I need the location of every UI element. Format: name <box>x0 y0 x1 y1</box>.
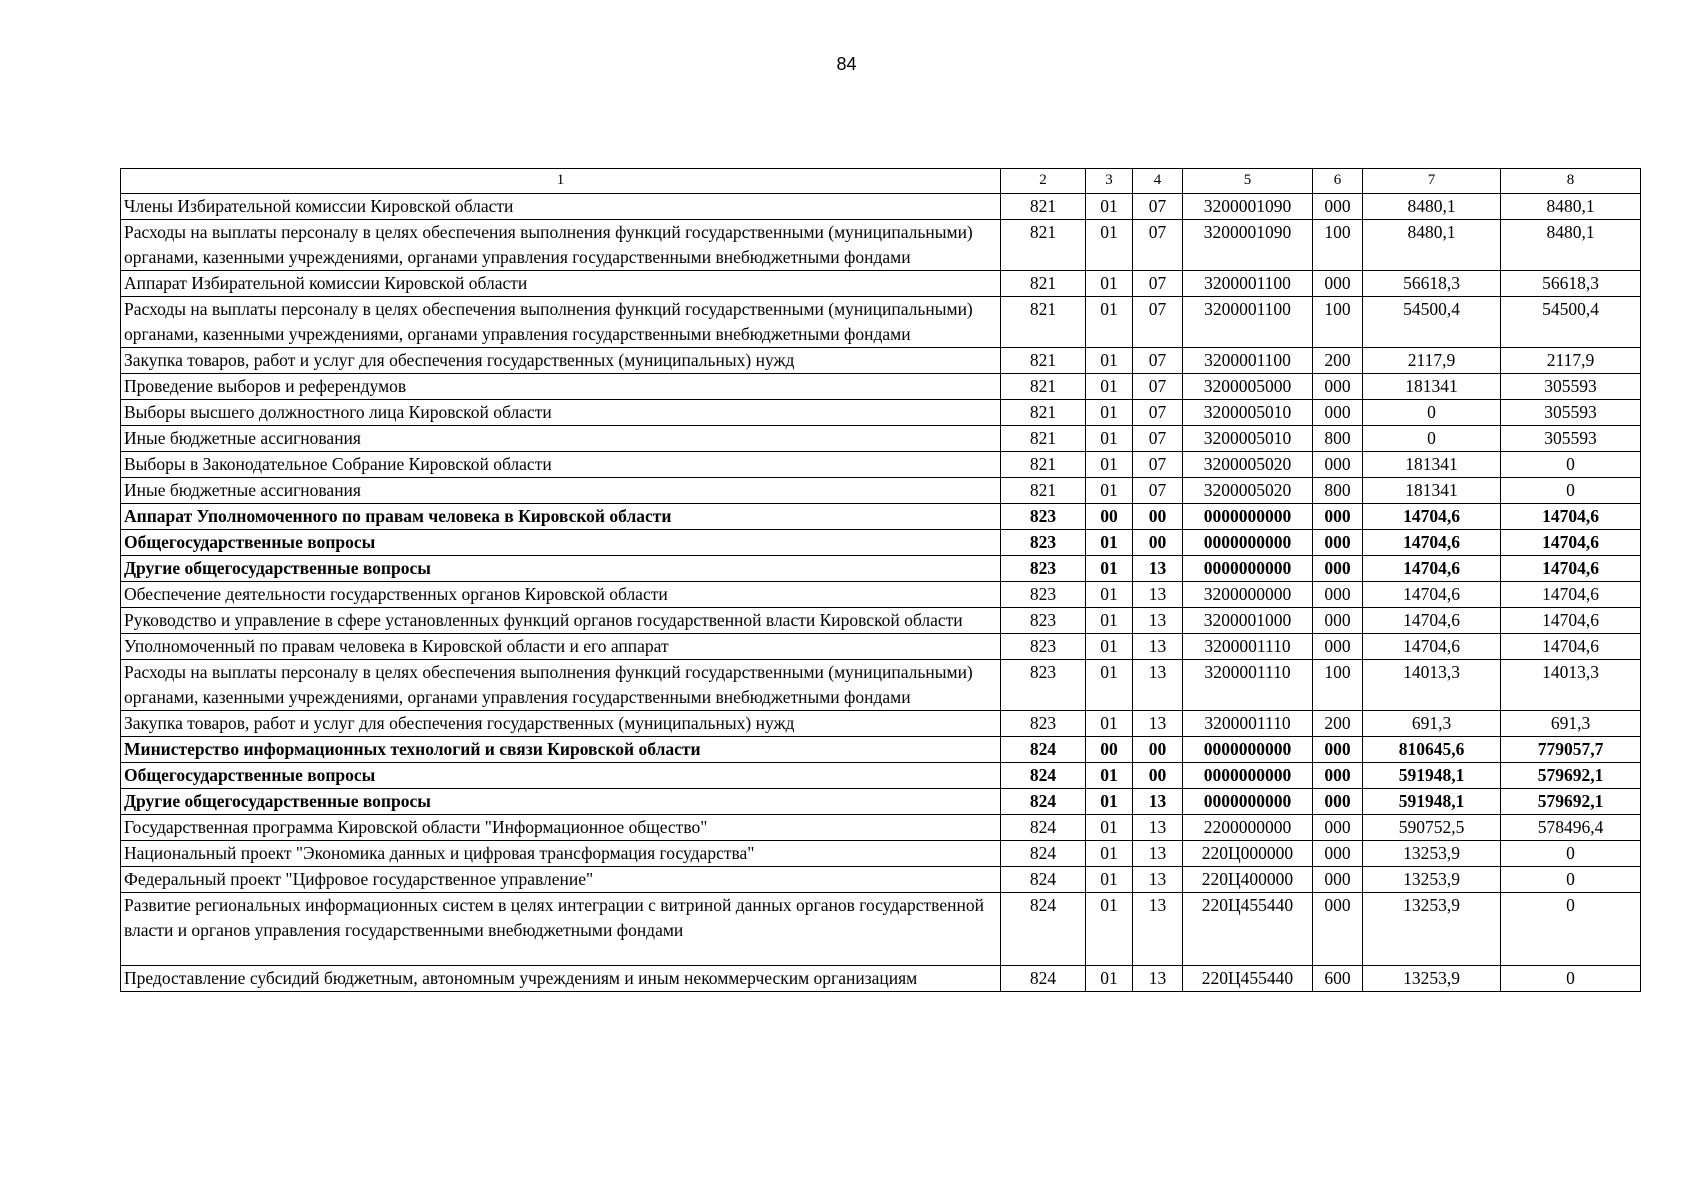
target-article-cell: 0000000000 <box>1183 556 1313 582</box>
amount-year2-cell: 14704,6 <box>1501 608 1641 634</box>
target-article-cell: 3200001100 <box>1183 271 1313 297</box>
target-article-cell: 3200005010 <box>1183 400 1313 426</box>
expense-name-cell: Руководство и управление в сфере установленных функций органов государственной власти Кировской области <box>121 608 1001 634</box>
expense-type-cell: 200 <box>1313 711 1363 737</box>
amount-year2-cell: 14704,6 <box>1501 634 1641 660</box>
target-article-cell: 3200001110 <box>1183 711 1313 737</box>
expense-type-cell: 100 <box>1313 220 1363 271</box>
amount-year1-cell: 14704,6 <box>1363 556 1501 582</box>
gov-code-cell: 821 <box>1001 194 1086 220</box>
expense-name-cell: Аппарат Избирательной комиссии Кировской области <box>121 271 1001 297</box>
expense-type-cell: 000 <box>1313 893 1363 966</box>
amount-year2-cell: 579692,1 <box>1501 789 1641 815</box>
expense-type-cell: 100 <box>1313 297 1363 348</box>
amount-year2-cell: 305593 <box>1501 374 1641 400</box>
target-article-cell: 3200005020 <box>1183 452 1313 478</box>
target-article-cell: 3200000000 <box>1183 582 1313 608</box>
section-cell: 01 <box>1086 841 1133 867</box>
expense-type-cell: 800 <box>1313 426 1363 452</box>
target-article-cell: 3200005000 <box>1183 374 1313 400</box>
expense-type-cell: 000 <box>1313 504 1363 530</box>
amount-year1-cell: 56618,3 <box>1363 271 1501 297</box>
target-article-cell: 220Ц455440 <box>1183 966 1313 992</box>
expense-type-cell: 000 <box>1313 271 1363 297</box>
amount-year2-cell: 305593 <box>1501 426 1641 452</box>
expense-name-cell: Государственная программа Кировской области "Информационное общество" <box>121 815 1001 841</box>
subsection-cell: 07 <box>1133 348 1183 374</box>
expense-name-cell: Обеспечение деятельности государственных органов Кировской области <box>121 582 1001 608</box>
table-row <box>121 556 1641 582</box>
column-header-1: 1 <box>121 169 1001 194</box>
gov-code-cell: 823 <box>1001 711 1086 737</box>
amount-year2-cell: 779057,7 <box>1501 737 1641 763</box>
expense-type-cell: 600 <box>1313 966 1363 992</box>
column-header-7: 7 <box>1363 169 1501 194</box>
gov-code-cell: 824 <box>1001 763 1086 789</box>
amount-year1-cell: 14704,6 <box>1363 582 1501 608</box>
table-row <box>121 789 1641 815</box>
amount-year2-cell: 0 <box>1501 893 1641 966</box>
amount-year2-cell: 2117,9 <box>1501 348 1641 374</box>
gov-code-cell: 821 <box>1001 374 1086 400</box>
amount-year1-cell: 181341 <box>1363 478 1501 504</box>
amount-year1-cell: 14704,6 <box>1363 530 1501 556</box>
gov-code-cell: 821 <box>1001 348 1086 374</box>
section-cell: 01 <box>1086 789 1133 815</box>
amount-year1-cell: 14013,3 <box>1363 660 1501 711</box>
subsection-cell: 07 <box>1133 478 1183 504</box>
expense-type-cell: 000 <box>1313 452 1363 478</box>
amount-year2-cell: 14704,6 <box>1501 556 1641 582</box>
subsection-cell: 13 <box>1133 608 1183 634</box>
expense-name-cell: Уполномоченный по правам человека в Кировской области и его аппарат <box>121 634 1001 660</box>
table-row <box>121 452 1641 478</box>
expense-name-cell: Национальный проект "Экономика данных и цифровая трансформация государства" <box>121 841 1001 867</box>
expense-type-cell: 000 <box>1313 608 1363 634</box>
expense-name-cell: Общегосударственные вопросы <box>121 530 1001 556</box>
section-cell: 01 <box>1086 660 1133 711</box>
subsection-cell: 00 <box>1133 763 1183 789</box>
subsection-cell: 13 <box>1133 867 1183 893</box>
subsection-cell: 07 <box>1133 220 1183 271</box>
expense-name-cell: Расходы на выплаты персоналу в целях обеспечения выполнения функций государственными (муниципальными) органами, казенными учреждениями, органами управления государственными внебюджетными фондами <box>121 660 1001 711</box>
table-row <box>121 867 1641 893</box>
expense-name-cell: Иные бюджетные ассигнования <box>121 478 1001 504</box>
section-cell: 01 <box>1086 297 1133 348</box>
amount-year2-cell: 56618,3 <box>1501 271 1641 297</box>
column-header-2: 2 <box>1001 169 1086 194</box>
section-cell: 01 <box>1086 348 1133 374</box>
expense-name-cell: Аппарат Уполномоченного по правам человека в Кировской области <box>121 504 1001 530</box>
table-row <box>121 194 1641 220</box>
amount-year1-cell: 13253,9 <box>1363 841 1501 867</box>
page-number: 84 <box>836 54 857 74</box>
table-row <box>121 711 1641 737</box>
target-article-cell: 3200001110 <box>1183 660 1313 711</box>
section-cell: 01 <box>1086 867 1133 893</box>
target-article-cell: 3200001100 <box>1183 297 1313 348</box>
subsection-cell: 13 <box>1133 789 1183 815</box>
section-cell: 01 <box>1086 452 1133 478</box>
subsection-cell: 13 <box>1133 893 1183 966</box>
table-row <box>121 271 1641 297</box>
gov-code-cell: 824 <box>1001 737 1086 763</box>
table-row <box>121 478 1641 504</box>
amount-year1-cell: 591948,1 <box>1363 789 1501 815</box>
expense-name-cell: Выборы в Законодательное Собрание Кировской области <box>121 452 1001 478</box>
expense-type-cell: 000 <box>1313 194 1363 220</box>
subsection-cell: 07 <box>1133 271 1183 297</box>
table-row <box>121 426 1641 452</box>
amount-year2-cell: 14013,3 <box>1501 660 1641 711</box>
gov-code-cell: 821 <box>1001 220 1086 271</box>
table-row <box>121 504 1641 530</box>
expense-type-cell: 000 <box>1313 634 1363 660</box>
target-article-cell: 220Ц455440 <box>1183 893 1313 966</box>
expense-name-cell: Закупка товаров, работ и услуг для обеспечения государственных (муниципальных) нужд <box>121 711 1001 737</box>
subsection-cell: 13 <box>1133 556 1183 582</box>
target-article-cell: 220Ц400000 <box>1183 867 1313 893</box>
gov-code-cell: 824 <box>1001 966 1086 992</box>
subsection-cell: 13 <box>1133 660 1183 711</box>
amount-year1-cell: 13253,9 <box>1363 867 1501 893</box>
gov-code-cell: 823 <box>1001 660 1086 711</box>
expense-name-cell: Развитие региональных информационных систем в целях интеграции с витриной данных органов государственной власти и органов управления государственными внебюджетными фондами <box>121 893 1001 966</box>
target-article-cell: 3200001090 <box>1183 220 1313 271</box>
gov-code-cell: 823 <box>1001 530 1086 556</box>
expense-type-cell: 800 <box>1313 478 1363 504</box>
amount-year2-cell: 54500,4 <box>1501 297 1641 348</box>
gov-code-cell: 821 <box>1001 452 1086 478</box>
section-cell: 01 <box>1086 815 1133 841</box>
gov-code-cell: 824 <box>1001 789 1086 815</box>
amount-year1-cell: 0 <box>1363 400 1501 426</box>
column-number-header-row <box>121 169 1641 194</box>
target-article-cell: 220Ц000000 <box>1183 841 1313 867</box>
gov-code-cell: 824 <box>1001 841 1086 867</box>
section-cell: 01 <box>1086 426 1133 452</box>
table-row <box>121 763 1641 789</box>
expense-name-cell: Федеральный проект "Цифровое государственное управление" <box>121 867 1001 893</box>
subsection-cell: 13 <box>1133 841 1183 867</box>
section-cell: 01 <box>1086 893 1133 966</box>
table-row <box>121 634 1641 660</box>
table-row <box>121 374 1641 400</box>
section-cell: 01 <box>1086 634 1133 660</box>
amount-year2-cell: 0 <box>1501 966 1641 992</box>
expense-type-cell: 000 <box>1313 789 1363 815</box>
expense-name-cell: Члены Избирательной комиссии Кировской области <box>121 194 1001 220</box>
column-header-8: 8 <box>1501 169 1641 194</box>
subsection-cell: 13 <box>1133 966 1183 992</box>
expense-name-cell: Другие общегосударственные вопросы <box>121 789 1001 815</box>
target-article-cell: 0000000000 <box>1183 737 1313 763</box>
gov-code-cell: 821 <box>1001 271 1086 297</box>
table-row <box>121 348 1641 374</box>
section-cell: 01 <box>1086 271 1133 297</box>
target-article-cell: 2200000000 <box>1183 815 1313 841</box>
gov-code-cell: 821 <box>1001 478 1086 504</box>
expense-type-cell: 000 <box>1313 374 1363 400</box>
gov-code-cell: 824 <box>1001 815 1086 841</box>
amount-year1-cell: 0 <box>1363 426 1501 452</box>
expense-name-cell: Расходы на выплаты персоналу в целях обеспечения выполнения функций государственными (муниципальными) органами, казенными учреждениями, органами управления государственными внебюджетными фондами <box>121 297 1001 348</box>
amount-year1-cell: 810645,6 <box>1363 737 1501 763</box>
expense-type-cell: 100 <box>1313 660 1363 711</box>
gov-code-cell: 823 <box>1001 608 1086 634</box>
expense-name-cell: Другие общегосударственные вопросы <box>121 556 1001 582</box>
expense-name-cell: Проведение выборов и референдумов <box>121 374 1001 400</box>
amount-year1-cell: 14704,6 <box>1363 504 1501 530</box>
amount-year1-cell: 2117,9 <box>1363 348 1501 374</box>
amount-year2-cell: 8480,1 <box>1501 220 1641 271</box>
subsection-cell: 07 <box>1133 374 1183 400</box>
expense-name-cell: Закупка товаров, работ и услуг для обеспечения государственных (муниципальных) нужд <box>121 348 1001 374</box>
amount-year2-cell: 0 <box>1501 478 1641 504</box>
amount-year1-cell: 14704,6 <box>1363 634 1501 660</box>
target-article-cell: 0000000000 <box>1183 789 1313 815</box>
table-row <box>121 582 1641 608</box>
subsection-cell: 07 <box>1133 297 1183 348</box>
table-row <box>121 737 1641 763</box>
section-cell: 00 <box>1086 737 1133 763</box>
expense-type-cell: 000 <box>1313 867 1363 893</box>
target-article-cell: 3200001000 <box>1183 608 1313 634</box>
amount-year2-cell: 305593 <box>1501 400 1641 426</box>
section-cell: 01 <box>1086 478 1133 504</box>
target-article-cell: 3200005020 <box>1183 478 1313 504</box>
table-row <box>121 966 1641 992</box>
subsection-cell: 00 <box>1133 504 1183 530</box>
section-cell: 01 <box>1086 608 1133 634</box>
gov-code-cell: 824 <box>1001 893 1086 966</box>
section-cell: 01 <box>1086 194 1133 220</box>
target-article-cell: 0000000000 <box>1183 763 1313 789</box>
target-article-cell: 3200005010 <box>1183 426 1313 452</box>
expense-type-cell: 000 <box>1313 763 1363 789</box>
section-cell: 01 <box>1086 374 1133 400</box>
column-header-4: 4 <box>1133 169 1183 194</box>
gov-code-cell: 824 <box>1001 867 1086 893</box>
expense-name-cell: Общегосударственные вопросы <box>121 763 1001 789</box>
table-row <box>121 841 1641 867</box>
subsection-cell: 00 <box>1133 737 1183 763</box>
section-cell: 01 <box>1086 711 1133 737</box>
table-row <box>121 660 1641 711</box>
gov-code-cell: 823 <box>1001 556 1086 582</box>
expense-type-cell: 000 <box>1313 400 1363 426</box>
section-cell: 01 <box>1086 530 1133 556</box>
column-header-5: 5 <box>1183 169 1313 194</box>
target-article-cell: 3200001110 <box>1183 634 1313 660</box>
column-header-3: 3 <box>1086 169 1133 194</box>
amount-year2-cell: 0 <box>1501 867 1641 893</box>
gov-code-cell: 823 <box>1001 634 1086 660</box>
section-cell: 01 <box>1086 582 1133 608</box>
subsection-cell: 07 <box>1133 400 1183 426</box>
target-article-cell: 0000000000 <box>1183 504 1313 530</box>
amount-year2-cell: 579692,1 <box>1501 763 1641 789</box>
amount-year1-cell: 691,3 <box>1363 711 1501 737</box>
table-row <box>121 297 1641 348</box>
subsection-cell: 07 <box>1133 194 1183 220</box>
amount-year2-cell: 691,3 <box>1501 711 1641 737</box>
table-row <box>121 815 1641 841</box>
amount-year2-cell: 14704,6 <box>1501 582 1641 608</box>
amount-year1-cell: 54500,4 <box>1363 297 1501 348</box>
gov-code-cell: 821 <box>1001 400 1086 426</box>
subsection-cell: 13 <box>1133 582 1183 608</box>
expense-name-cell: Иные бюджетные ассигнования <box>121 426 1001 452</box>
table-row <box>121 608 1641 634</box>
table-row <box>121 893 1641 966</box>
gov-code-cell: 823 <box>1001 504 1086 530</box>
amount-year1-cell: 13253,9 <box>1363 893 1501 966</box>
amount-year2-cell: 0 <box>1501 452 1641 478</box>
amount-year2-cell: 8480,1 <box>1501 194 1641 220</box>
gov-code-cell: 821 <box>1001 297 1086 348</box>
column-header-6: 6 <box>1313 169 1363 194</box>
expense-name-cell: Выборы высшего должностного лица Кировской области <box>121 400 1001 426</box>
subsection-cell: 13 <box>1133 634 1183 660</box>
expense-type-cell: 000 <box>1313 556 1363 582</box>
expense-name-cell: Министерство информационных технологий и связи Кировской области <box>121 737 1001 763</box>
expense-type-cell: 000 <box>1313 737 1363 763</box>
gov-code-cell: 821 <box>1001 426 1086 452</box>
section-cell: 00 <box>1086 504 1133 530</box>
target-article-cell: 3200001090 <box>1183 194 1313 220</box>
subsection-cell: 07 <box>1133 426 1183 452</box>
section-cell: 01 <box>1086 763 1133 789</box>
budget-table <box>120 168 1641 992</box>
table-row <box>121 530 1641 556</box>
amount-year1-cell: 14704,6 <box>1363 608 1501 634</box>
expense-type-cell: 000 <box>1313 815 1363 841</box>
amount-year2-cell: 0 <box>1501 841 1641 867</box>
expense-type-cell: 000 <box>1313 530 1363 556</box>
amount-year1-cell: 8480,1 <box>1363 194 1501 220</box>
expense-type-cell: 000 <box>1313 841 1363 867</box>
subsection-cell: 00 <box>1133 530 1183 556</box>
amount-year2-cell: 14704,6 <box>1501 530 1641 556</box>
amount-year1-cell: 590752,5 <box>1363 815 1501 841</box>
amount-year1-cell: 591948,1 <box>1363 763 1501 789</box>
amount-year2-cell: 14704,6 <box>1501 504 1641 530</box>
table-body <box>121 194 1641 992</box>
amount-year2-cell: 578496,4 <box>1501 815 1641 841</box>
target-article-cell: 0000000000 <box>1183 530 1313 556</box>
subsection-cell: 13 <box>1133 815 1183 841</box>
section-cell: 01 <box>1086 220 1133 271</box>
section-cell: 01 <box>1086 556 1133 582</box>
subsection-cell: 07 <box>1133 452 1183 478</box>
amount-year1-cell: 13253,9 <box>1363 966 1501 992</box>
expense-type-cell: 200 <box>1313 348 1363 374</box>
expense-type-cell: 000 <box>1313 582 1363 608</box>
table-row <box>121 220 1641 271</box>
amount-year1-cell: 181341 <box>1363 374 1501 400</box>
expense-name-cell: Расходы на выплаты персоналу в целях обеспечения выполнения функций государственными (муниципальными) органами, казенными учреждениями, органами управления государственными внебюджетными фондами <box>121 220 1001 271</box>
subsection-cell: 13 <box>1133 711 1183 737</box>
section-cell: 01 <box>1086 966 1133 992</box>
amount-year1-cell: 8480,1 <box>1363 220 1501 271</box>
gov-code-cell: 823 <box>1001 582 1086 608</box>
section-cell: 01 <box>1086 400 1133 426</box>
table-row <box>121 400 1641 426</box>
amount-year1-cell: 181341 <box>1363 452 1501 478</box>
target-article-cell: 3200001100 <box>1183 348 1313 374</box>
expense-name-cell: Предоставление субсидий бюджетным, автономным учреждениям и иным некоммерческим организациям <box>121 966 1001 992</box>
